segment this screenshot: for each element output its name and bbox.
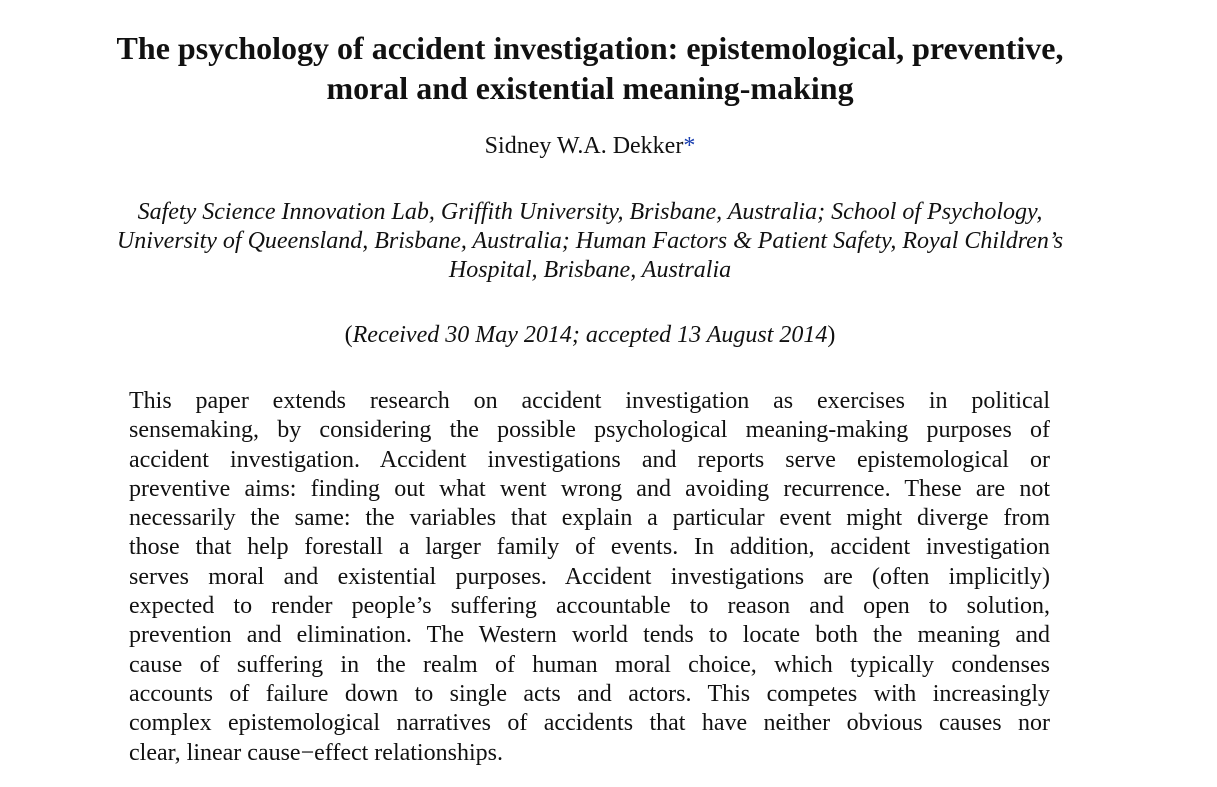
abstract-line: expected to render people’s suffering accountable to reason and open to solution, bbox=[129, 593, 1050, 620]
author-name: Sidney W.A. Dekker bbox=[484, 133, 684, 159]
abstract-line: preventive aims: finding out what went wrong and avoiding recurrence. These are not bbox=[129, 475, 1050, 502]
affiliation-line: University of Queensland, Brisbane, Australia; Human Factors & Patient Safety, Royal Children’s bbox=[116, 228, 1064, 254]
dates-open-paren: ( bbox=[344, 322, 353, 348]
abstract-line: cause of suffering in the realm of human moral choice, which typically condenses bbox=[129, 651, 1050, 678]
abstract-line: complex epistemological narratives of accidents that have neither obvious causes nor bbox=[129, 710, 1050, 737]
abstract-line: those that help forestall a larger family of events. In addition, accident investigation bbox=[129, 534, 1050, 561]
abstract-line: accident investigation. Accident investigations and reports serve epistemological or bbox=[129, 446, 1050, 473]
affiliation-line: Safety Science Innovation Lab, Griffith University, Brisbane, Australia; School of Psychology, bbox=[137, 199, 1043, 225]
abstract-line: serves moral and existential purposes. Accident investigations are (often implicitly) bbox=[129, 563, 1050, 590]
abstract bbox=[129, 387, 1050, 768]
abstract-line: clear, linear cause−effect relationships. bbox=[129, 739, 503, 766]
abstract-line: prevention and elimination. The Western world tends to locate both the meaning and bbox=[129, 622, 1050, 649]
abstract-line: necessarily the same: the variables that explain a particular event might diverge from bbox=[129, 505, 1050, 532]
dates-text: Received 30 May 2014; accepted 13 August 2014 bbox=[352, 322, 828, 348]
paper-title bbox=[40, 28, 1140, 108]
abstract-line: accounts of failure down to single acts and actors. This competes with increasingly bbox=[129, 680, 1050, 707]
abstract-line: This paper extends research on accident investigation as exercises in political bbox=[129, 388, 1050, 414]
author-affiliation bbox=[40, 198, 1140, 285]
title-line: The psychology of accident investigation: epistemological, preventive, bbox=[116, 30, 1064, 66]
abstract-line: sensemaking, by considering the possible psychological meaning-making purposes of bbox=[129, 417, 1050, 444]
affiliation-line: Hospital, Brisbane, Australia bbox=[448, 257, 732, 283]
corresponding-author-footnote-link[interactable]: * bbox=[683, 133, 696, 159]
title-line: moral and existential meaning-making bbox=[326, 70, 854, 106]
author-line bbox=[40, 131, 1140, 161]
received-accepted-dates bbox=[40, 320, 1140, 350]
dates-close-paren: ) bbox=[827, 322, 836, 348]
